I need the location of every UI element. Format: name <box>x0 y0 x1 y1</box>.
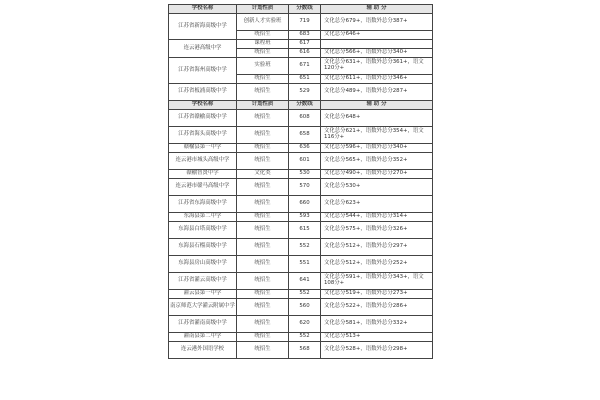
score-line-cell: 529 <box>289 84 321 101</box>
school-name-cell: 南京师范大学灌云附属中学 <box>169 299 237 316</box>
table-row <box>169 273 433 290</box>
table-row <box>169 239 433 256</box>
school-name-cell: 东海县房山高级中学 <box>169 256 237 273</box>
score-table <box>168 4 433 359</box>
auxiliary-score-cell: 文化总分512+，语数外总分297+ <box>321 239 433 256</box>
auxiliary-score-cell: 文化总分528+，语数外总分298+ <box>321 342 433 359</box>
auxiliary-score-cell: 文化总分575+，语数外总分326+ <box>321 222 433 239</box>
auxiliary-score-cell: 文化总分596+，语数外总分340+ <box>321 144 433 153</box>
plan-type-cell: 创新人才实验班 <box>237 14 289 31</box>
table-row <box>169 14 433 31</box>
score-table-container <box>168 4 432 396</box>
school-name-cell: 灌云县第一中学 <box>169 290 237 299</box>
table-row <box>169 342 433 359</box>
table-row <box>169 256 433 273</box>
plan-type-cell: 统招生 <box>237 75 289 84</box>
school-name-cell: 江苏省板浦高级中学 <box>169 84 237 101</box>
score-line-cell: 552 <box>289 290 321 299</box>
plan-type-cell: 统招生 <box>237 144 289 153</box>
table-row <box>169 170 433 179</box>
score-line-cell: 570 <box>289 179 321 196</box>
school-name-cell: 江苏省灌云高级中学 <box>169 273 237 290</box>
table-row <box>169 290 433 299</box>
score-line-cell: 552 <box>289 239 321 256</box>
header-row <box>169 101 433 110</box>
school-name-cell: 连云港外国语学校 <box>169 342 237 359</box>
plan-type-cell: 统招生 <box>237 290 289 299</box>
school-name-cell: 赣榆县第一中学 <box>169 144 237 153</box>
plan-type-cell: 统招生 <box>237 31 289 40</box>
score-line-cell: 615 <box>289 222 321 239</box>
auxiliary-score-cell: 文化总分679+，语数外总分387+ <box>321 14 433 31</box>
plan-type-cell: 统招生 <box>237 213 289 222</box>
plan-type-cell: 统招生 <box>237 342 289 359</box>
score-line-cell: 658 <box>289 127 321 144</box>
school-name-cell: 连云港市城头高级中学 <box>169 153 237 170</box>
school-name-cell: 东海县白塔高级中学 <box>169 222 237 239</box>
score-line-cell: 636 <box>289 144 321 153</box>
column-header: 分数线 <box>289 5 321 14</box>
column-header: 辅 助 分 <box>321 101 433 110</box>
score-line-cell: 551 <box>289 256 321 273</box>
auxiliary-score-cell: 文化总分581+，语数外总分332+ <box>321 316 433 333</box>
score-line-cell: 651 <box>289 75 321 84</box>
table-row <box>169 127 433 144</box>
score-line-cell: 616 <box>289 49 321 58</box>
table-row <box>169 222 433 239</box>
auxiliary-score-cell: 文化总分621+，语数外总分354+，语文116分+ <box>321 127 433 144</box>
plan-type-cell: 实验班 <box>237 58 289 75</box>
plan-type-cell: 统招生 <box>237 196 289 213</box>
school-name-cell: 东海县石榴高级中学 <box>169 239 237 256</box>
plan-type-cell: 统招生 <box>237 316 289 333</box>
school-name-cell: 东海县第二中学 <box>169 213 237 222</box>
school-name-cell: 江苏省赣榆高级中学 <box>169 110 237 127</box>
auxiliary-score-cell: 文化总分631+，语数外总分361+，语文120分+ <box>321 58 433 75</box>
score-line-cell: 671 <box>289 58 321 75</box>
auxiliary-score-cell: 文化总分512+，语数外总分252+ <box>321 256 433 273</box>
auxiliary-score-cell <box>321 40 433 49</box>
auxiliary-score-cell: 文化总分648+ <box>321 110 433 127</box>
plan-type-cell: 统招生 <box>237 84 289 101</box>
auxiliary-score-cell: 文化总分490+，语数外总分270+ <box>321 170 433 179</box>
auxiliary-score-cell: 文化总分513+ <box>321 333 433 342</box>
school-name-cell: 江苏省灌南高级中学 <box>169 316 237 333</box>
school-name-cell: 江苏省海头高级中学 <box>169 127 237 144</box>
column-header: 学校名称 <box>169 101 237 110</box>
table-row <box>169 316 433 333</box>
column-header: 计划性质 <box>237 5 289 14</box>
school-name-cell: 江苏省海州高级中学 <box>169 58 237 84</box>
auxiliary-score-cell: 文化总分489+，语数外总分287+ <box>321 84 433 101</box>
score-line-cell: 660 <box>289 196 321 213</box>
score-line-cell: 719 <box>289 14 321 31</box>
table-row <box>169 153 433 170</box>
school-name-cell: 赣榆智贤中学 <box>169 170 237 179</box>
plan-type-cell: 统招生 <box>237 239 289 256</box>
table-row <box>169 196 433 213</box>
plan-type-cell: 统招生 <box>237 222 289 239</box>
school-name-cell: 连云港市赣马高级中学 <box>169 179 237 196</box>
table-row <box>169 110 433 127</box>
column-header: 学校名称 <box>169 5 237 14</box>
plan-type-cell: 统招生 <box>237 153 289 170</box>
school-name-cell: 江苏省新海高级中学 <box>169 14 237 40</box>
score-line-cell: 568 <box>289 342 321 359</box>
auxiliary-score-cell: 文化总分611+，语数外总分346+ <box>321 75 433 84</box>
table-row <box>169 144 433 153</box>
score-line-cell: 620 <box>289 316 321 333</box>
plan-type-cell: 统招生 <box>237 256 289 273</box>
score-line-cell: 683 <box>289 31 321 40</box>
plan-type-cell: 统招生 <box>237 110 289 127</box>
auxiliary-score-cell: 文化总分544+，语数外总分314+ <box>321 213 433 222</box>
table-row <box>169 333 433 342</box>
plan-type-cell: 统招生 <box>237 333 289 342</box>
score-line-cell: 641 <box>289 273 321 290</box>
auxiliary-score-cell: 文化总分646+ <box>321 31 433 40</box>
table-row <box>169 299 433 316</box>
score-line-cell: 601 <box>289 153 321 170</box>
school-name-cell: 江苏省东海高级中学 <box>169 196 237 213</box>
score-line-cell: 552 <box>289 333 321 342</box>
school-name-cell: 连云港高级中学 <box>169 40 237 58</box>
plan-type-cell: 统招生 <box>237 299 289 316</box>
auxiliary-score-cell: 文化总分565+，语数外总分352+ <box>321 153 433 170</box>
plan-type-cell: 文化类 <box>237 170 289 179</box>
auxiliary-score-cell: 文化总分522+，语数外总分286+ <box>321 299 433 316</box>
score-line-cell: 593 <box>289 213 321 222</box>
auxiliary-score-cell: 文化总分519+，语数外总分273+ <box>321 290 433 299</box>
table-row <box>169 58 433 75</box>
plan-type-cell: 统招生 <box>237 179 289 196</box>
plan-type-cell: 统招生 <box>237 127 289 144</box>
table-row <box>169 84 433 101</box>
column-header: 辅 助 分 <box>321 5 433 14</box>
score-line-cell: 617 <box>289 40 321 49</box>
school-name-cell: 灌南县第二中学 <box>169 333 237 342</box>
auxiliary-score-cell: 文化总分566+，语数外总分340+ <box>321 49 433 58</box>
plan-type-cell: 统招生 <box>237 273 289 290</box>
score-line-cell: 530 <box>289 170 321 179</box>
score-line-cell: 608 <box>289 110 321 127</box>
table-row <box>169 40 433 49</box>
column-header: 计划性质 <box>237 101 289 110</box>
plan-type-cell: 课程班 <box>237 40 289 49</box>
score-line-cell: 560 <box>289 299 321 316</box>
header-row <box>169 5 433 14</box>
auxiliary-score-cell: 文化总分623+ <box>321 196 433 213</box>
auxiliary-score-cell: 文化总分530+ <box>321 179 433 196</box>
table-row <box>169 213 433 222</box>
table-row <box>169 179 433 196</box>
column-header: 分数线 <box>289 101 321 110</box>
auxiliary-score-cell: 文化总分591+，语数外总分343+，语文108分+ <box>321 273 433 290</box>
plan-type-cell: 统招生 <box>237 49 289 58</box>
